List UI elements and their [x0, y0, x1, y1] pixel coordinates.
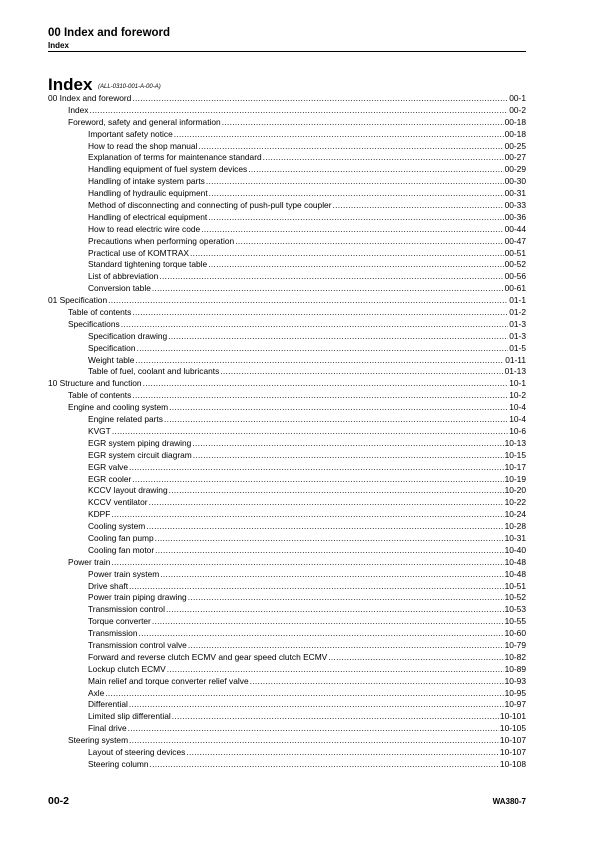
- toc-entry-page: 00-1: [509, 93, 526, 103]
- toc-entry-title: Engine and cooling system: [68, 402, 169, 413]
- toc-leader-dots: [105, 688, 503, 700]
- toc-entry-title: How to read electric wire code: [88, 223, 201, 234]
- toc-entry[interactable]: [48, 402, 526, 414]
- toc-entry[interactable]: [48, 176, 526, 188]
- toc-entry-title: EGR system piping drawing: [88, 437, 192, 448]
- toc-entry[interactable]: [48, 652, 526, 664]
- toc-entry-page: 10-52: [504, 592, 526, 603]
- toc-leader-dots: [208, 212, 503, 224]
- toc-entry-title: Cooling fan motor: [88, 544, 155, 555]
- toc-entry-page: 00-61: [504, 283, 526, 294]
- toc-entry-page: 00-2: [509, 104, 526, 115]
- toc-entry[interactable]: [48, 378, 526, 390]
- toc-leader-dots: [149, 497, 504, 509]
- toc-leader-dots: [166, 604, 504, 616]
- toc-entry-page: 00-31: [504, 188, 526, 199]
- toc-leader-dots: [111, 557, 503, 569]
- toc-entry-title: Handling equipment of fuel system devices: [88, 164, 248, 175]
- toc-leader-dots: [129, 462, 504, 474]
- toc-entry-title: Layout of steering devices: [88, 746, 186, 757]
- toc-entry[interactable]: [48, 676, 526, 688]
- toc-entry-page: 00-33: [504, 200, 526, 211]
- toc-entry-page: 10-107: [499, 746, 526, 757]
- toc-entry-title: Precautions when performing operation: [88, 235, 235, 246]
- toc-leader-dots: [143, 378, 509, 390]
- toc-entry-title: 10 Structure and function: [48, 378, 142, 389]
- toc-entry[interactable]: [48, 283, 526, 295]
- toc-entry[interactable]: [48, 485, 526, 497]
- toc-entry-title: List of abbreviation: [88, 271, 159, 282]
- toc-leader-dots: [206, 176, 504, 188]
- toc-leader-dots: [174, 129, 504, 141]
- toc-entry[interactable]: [48, 259, 526, 271]
- toc-entry-page: 10-55: [504, 616, 526, 627]
- toc-entry-page: 10-17: [504, 461, 526, 472]
- toc-entry-page: 10-22: [504, 497, 526, 508]
- toc-entry-title: Power train piping drawing: [88, 592, 187, 603]
- toc-leader-dots: [188, 592, 504, 604]
- toc-entry[interactable]: [48, 343, 526, 355]
- toc-entry[interactable]: [48, 450, 526, 462]
- toc-entry[interactable]: [48, 533, 526, 545]
- toc-entry-page: 00-44: [504, 223, 526, 234]
- toc-leader-dots: [186, 747, 499, 759]
- toc-entry-page: 10-13: [504, 437, 526, 448]
- toc-leader-dots: [155, 545, 503, 557]
- toc-entry[interactable]: [48, 616, 526, 628]
- toc-entry[interactable]: [48, 212, 526, 224]
- toc-leader-dots: [169, 402, 508, 414]
- toc-leader-dots: [139, 628, 504, 640]
- toc-entry-title: Cooling fan pump: [88, 532, 154, 543]
- toc-entry-title: Transmission control: [88, 604, 165, 615]
- toc-entry[interactable]: [48, 319, 526, 331]
- toc-entry-title: How to read the shop manual: [88, 140, 198, 151]
- toc-entry-page: 10-101: [499, 711, 526, 722]
- toc-entry-page: 10-4: [509, 402, 526, 413]
- toc-entry-title: Table of contents: [68, 307, 132, 318]
- toc-leader-dots: [152, 283, 504, 295]
- toc-leader-dots: [201, 224, 503, 236]
- toc-entry-title: Main relief and torque converter relief valve: [88, 675, 249, 686]
- toc-entry-page: 10-97: [504, 699, 526, 710]
- toc-leader-dots: [132, 307, 508, 319]
- toc-entry[interactable]: [48, 688, 526, 700]
- toc-entry-page: 10-93: [504, 675, 526, 686]
- table-of-contents: [48, 93, 526, 771]
- toc-entry-title: Conversion table: [88, 283, 151, 294]
- toc-leader-dots: [132, 93, 508, 105]
- toc-entry[interactable]: [48, 747, 526, 759]
- toc-entry-title: EGR cooler: [88, 473, 132, 484]
- toc-entry-title: Handling of intake system parts: [88, 176, 205, 187]
- toc-leader-dots: [90, 105, 509, 117]
- toc-entry-page: 00-27: [504, 152, 526, 163]
- toc-entry[interactable]: [48, 141, 526, 153]
- toc-entry[interactable]: [48, 723, 526, 735]
- toc-entry-title: Forward and reverse clutch ECMV and gear speed clutch ECMV: [88, 651, 328, 662]
- toc-entry[interactable]: [48, 414, 526, 426]
- toc-entry[interactable]: [48, 117, 526, 129]
- toc-leader-dots: [146, 521, 503, 533]
- toc-leader-dots: [132, 474, 503, 486]
- toc-entry-title: Specification: [88, 342, 136, 353]
- toc-entry[interactable]: [48, 557, 526, 569]
- toc-entry-title: Transmission: [88, 628, 138, 639]
- toc-leader-dots: [193, 450, 504, 462]
- toc-entry-page: 10-2: [509, 390, 526, 401]
- toc-leader-dots: [263, 152, 504, 164]
- toc-entry-title: Limited slip differential: [88, 711, 171, 722]
- toc-leader-dots: [150, 759, 499, 771]
- toc-entry-title: Power train system: [88, 568, 160, 579]
- toc-leader-dots: [129, 581, 504, 593]
- toc-entry-page: 00-36: [504, 211, 526, 222]
- toc-entry[interactable]: [48, 129, 526, 141]
- toc-leader-dots: [220, 366, 503, 378]
- toc-entry-page: 10-40: [504, 544, 526, 555]
- toc-entry[interactable]: [48, 164, 526, 176]
- toc-entry-page: 01-3: [509, 330, 526, 341]
- toc-leader-dots: [172, 711, 499, 723]
- toc-entry-page: 10-6: [509, 425, 526, 436]
- toc-entry-title: Torque converter: [88, 616, 151, 627]
- toc-entry-title: Drive shaft: [88, 580, 129, 591]
- toc-leader-dots: [222, 117, 504, 129]
- toc-entry[interactable]: [48, 569, 526, 581]
- toc-entry-title: Handling of electrical equipment: [88, 211, 208, 222]
- toc-entry-title: Engine related parts: [88, 414, 163, 425]
- toc-entry-page: 10-95: [504, 687, 526, 698]
- toc-entry-page: 10-60: [504, 628, 526, 639]
- toc-entry-title: Lockup clutch ECMV: [88, 663, 166, 674]
- toc-entry-page: 01-3: [509, 318, 526, 329]
- toc-entry-title: Weight table: [88, 354, 135, 365]
- toc-entry[interactable]: [48, 628, 526, 640]
- toc-entry-page: 01-13: [504, 366, 526, 377]
- toc-entry[interactable]: [48, 509, 526, 521]
- toc-leader-dots: [250, 676, 504, 688]
- toc-entry-page: 00-25: [504, 140, 526, 151]
- toc-entry-page: 00-30: [504, 176, 526, 187]
- toc-entry[interactable]: [48, 390, 526, 402]
- toc-entry-page: 10-79: [504, 639, 526, 650]
- toc-entry-title: Power train: [68, 556, 111, 567]
- toc-leader-dots: [112, 426, 508, 438]
- toc-leader-dots: [248, 164, 503, 176]
- toc-entry-page: 00-51: [504, 247, 526, 258]
- toc-entry-title: KDPF: [88, 509, 111, 520]
- toc-leader-dots: [328, 652, 503, 664]
- toc-leader-dots: [209, 188, 504, 200]
- toc-leader-dots: [132, 390, 508, 402]
- toc-leader-dots: [235, 236, 503, 248]
- toc-entry-title: Transmission control valve: [88, 639, 187, 650]
- toc-entry-title: Handling of hydraulic equipment: [88, 188, 208, 199]
- index-code: (ALL-0310-001-A-00-A): [98, 84, 161, 90]
- toc-leader-dots: [167, 664, 504, 676]
- toc-entry-page: 00-18: [504, 128, 526, 139]
- toc-entry-page: 10-4: [509, 414, 526, 425]
- toc-entry-title: Steering system: [68, 735, 129, 746]
- toc-leader-dots: [135, 355, 504, 367]
- toc-entry-page: 10-24: [504, 509, 526, 520]
- toc-entry-page: 10-89: [504, 663, 526, 674]
- footer-page-number: 00-2: [48, 795, 70, 807]
- toc-entry-title: KCCV layout drawing: [88, 485, 168, 496]
- toc-entry[interactable]: [48, 366, 526, 378]
- toc-entry-title: Foreword, safety and general information: [68, 116, 221, 127]
- toc-entry-page: 00-56: [504, 271, 526, 282]
- footer-model-code: WA380-7: [492, 797, 526, 806]
- toc-leader-dots: [152, 616, 504, 628]
- toc-entry-title: EGR valve: [88, 461, 129, 472]
- toc-entry-title: Index: [68, 104, 89, 115]
- toc-leader-dots: [129, 735, 499, 747]
- toc-leader-dots: [155, 533, 504, 545]
- toc-entry[interactable]: [48, 355, 526, 367]
- toc-entry-page: 01-11: [505, 354, 526, 365]
- toc-entry-page: 10-108: [499, 758, 526, 769]
- toc-leader-dots: [137, 343, 509, 355]
- toc-entry[interactable]: [48, 545, 526, 557]
- toc-entry-page: 10-20: [504, 485, 526, 496]
- toc-entry-title: Table of fuel, coolant and lubricants: [88, 366, 220, 377]
- toc-leader-dots: [192, 438, 503, 450]
- toc-entry-page: 10-31: [504, 532, 526, 543]
- toc-entry[interactable]: [48, 735, 526, 747]
- toc-entry-title: Important safety notice: [88, 128, 173, 139]
- toc-entry[interactable]: [48, 711, 526, 723]
- toc-entry[interactable]: [48, 497, 526, 509]
- toc-entry-page: 10-48: [504, 568, 526, 579]
- toc-leader-dots: [111, 509, 503, 521]
- toc-entry[interactable]: [48, 93, 526, 105]
- toc-entry-page: 10-51: [504, 580, 526, 591]
- toc-leader-dots: [333, 200, 504, 212]
- section-subtitle: Index: [48, 41, 69, 50]
- toc-entry-title: Final drive: [88, 723, 127, 734]
- toc-leader-dots: [188, 640, 504, 652]
- index-heading: Index: [48, 75, 93, 94]
- section-title: 00 Index and foreword: [48, 27, 171, 39]
- toc-entry[interactable]: [48, 236, 526, 248]
- toc-entry-page: 10-48: [504, 556, 526, 567]
- toc-entry-page: 10-28: [504, 521, 526, 532]
- toc-entry-title: 00 Index and foreword: [48, 93, 132, 103]
- toc-entry-page: 10-82: [504, 651, 526, 662]
- toc-leader-dots: [108, 295, 508, 307]
- toc-entry[interactable]: [48, 152, 526, 164]
- toc-entry-title: KCCV ventilator: [88, 497, 148, 508]
- toc-entry[interactable]: [48, 224, 526, 236]
- toc-entry-page: 00-52: [504, 259, 526, 270]
- toc-entry-title: Specification drawing: [88, 330, 168, 341]
- toc-leader-dots: [129, 699, 504, 711]
- toc-entry[interactable]: [48, 438, 526, 450]
- toc-entry[interactable]: [48, 592, 526, 604]
- toc-entry-title: Method of disconnecting and connecting of push-pull type coupler: [88, 200, 332, 211]
- toc-entry-page: 00-47: [504, 235, 526, 246]
- toc-leader-dots: [128, 723, 499, 735]
- toc-entry[interactable]: [48, 105, 526, 117]
- toc-entry[interactable]: [48, 271, 526, 283]
- header-divider: [48, 51, 526, 52]
- toc-leader-dots: [190, 248, 504, 260]
- toc-entry-title: Differential: [88, 699, 128, 710]
- toc-leader-dots: [160, 569, 503, 581]
- toc-entry-page: 10-107: [499, 735, 526, 746]
- toc-leader-dots: [164, 414, 508, 426]
- toc-entry[interactable]: [48, 462, 526, 474]
- toc-entry[interactable]: [48, 248, 526, 260]
- toc-entry-page: 10-1: [509, 378, 526, 389]
- toc-entry[interactable]: [48, 699, 526, 711]
- toc-entry-page: 01-5: [509, 342, 526, 353]
- toc-entry-title: Specifications: [68, 318, 120, 329]
- toc-entry[interactable]: [48, 426, 526, 438]
- toc-entry-title: Practical use of KOMTRAX: [88, 247, 189, 258]
- toc-entry[interactable]: [48, 521, 526, 533]
- toc-entry-title: Table of contents: [68, 390, 132, 401]
- toc-entry[interactable]: [48, 759, 526, 771]
- toc-entry[interactable]: [48, 295, 526, 307]
- toc-entry-page: 10-15: [504, 449, 526, 460]
- toc-entry[interactable]: [48, 640, 526, 652]
- toc-entry-title: Axle: [88, 687, 105, 698]
- toc-entry[interactable]: [48, 664, 526, 676]
- toc-entry-page: 00-29: [504, 164, 526, 175]
- toc-entry[interactable]: [48, 474, 526, 486]
- toc-entry-page: 10-105: [499, 723, 526, 734]
- toc-entry-title: Explanation of terms for maintenance standard: [88, 152, 262, 163]
- toc-entry-title: Steering column: [88, 758, 149, 769]
- toc-entry[interactable]: [48, 188, 526, 200]
- toc-leader-dots: [208, 259, 503, 271]
- toc-leader-dots: [198, 141, 503, 153]
- toc-entry[interactable]: [48, 307, 526, 319]
- toc-entry-title: KVGT: [88, 425, 111, 436]
- toc-entry[interactable]: [48, 331, 526, 343]
- toc-entry-title: Standard tightening torque table: [88, 259, 208, 270]
- toc-entry-page: 00-18: [504, 116, 526, 127]
- toc-entry[interactable]: [48, 581, 526, 593]
- toc-leader-dots: [169, 485, 504, 497]
- toc-entry-page: 10-19: [504, 473, 526, 484]
- toc-entry-page: 10-53: [504, 604, 526, 615]
- toc-leader-dots: [121, 319, 509, 331]
- toc-leader-dots: [159, 271, 503, 283]
- toc-entry[interactable]: [48, 604, 526, 616]
- toc-entry-title: 01 Specification: [48, 295, 108, 306]
- toc-entry-title: Cooling system: [88, 521, 146, 532]
- toc-entry[interactable]: [48, 200, 526, 212]
- toc-entry-page: 01-2: [509, 307, 526, 318]
- toc-leader-dots: [168, 331, 508, 343]
- toc-entry-title: EGR system circuit diagram: [88, 449, 192, 460]
- toc-entry-page: 01-1: [509, 295, 526, 306]
